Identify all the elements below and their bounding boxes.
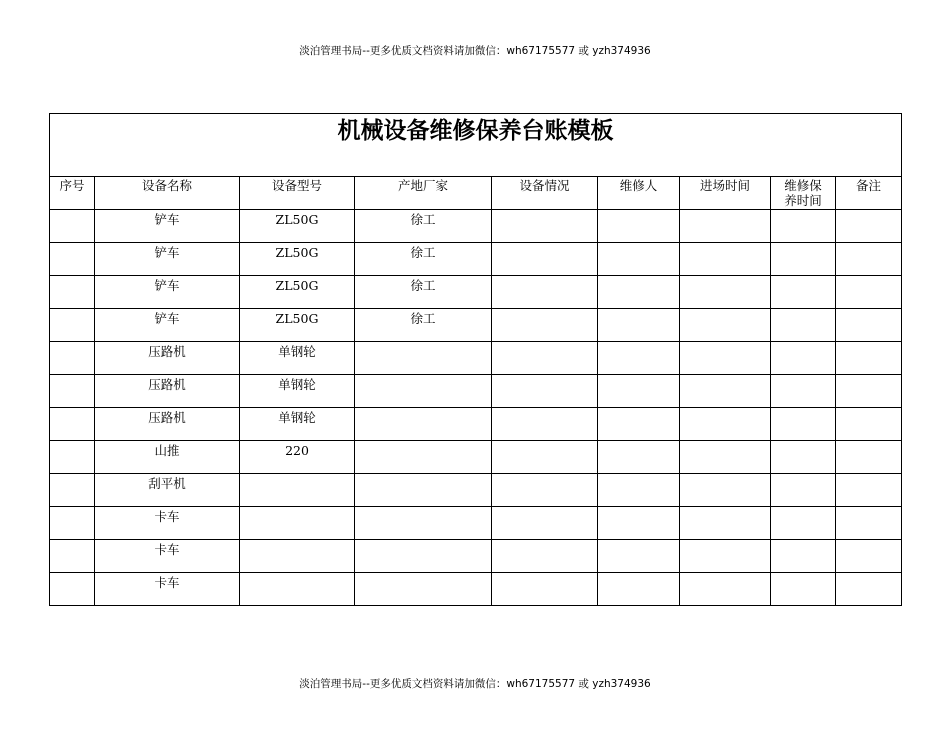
serial-cell bbox=[50, 540, 95, 573]
table-body bbox=[50, 210, 902, 606]
manufacturer-cell bbox=[355, 342, 492, 375]
column-header-maintenance-time bbox=[771, 177, 836, 210]
equipment-name-cell: 卡车 bbox=[95, 540, 240, 573]
serial-cell bbox=[50, 474, 95, 507]
entry-time-cell bbox=[680, 276, 771, 309]
condition-cell bbox=[492, 441, 598, 474]
equipment-name-cell: 刮平机 bbox=[95, 474, 240, 507]
manufacturer-cell bbox=[355, 408, 492, 441]
maintenance-time-cell bbox=[771, 342, 836, 375]
condition-cell bbox=[492, 309, 598, 342]
remark-cell bbox=[836, 573, 902, 606]
equipment-name-cell: 卡车 bbox=[95, 507, 240, 540]
manufacturer-cell: 徐工 bbox=[355, 309, 492, 342]
manufacturer-cell bbox=[355, 573, 492, 606]
repairer-cell bbox=[598, 243, 680, 276]
equipment-model-cell: ZL50G bbox=[240, 276, 355, 309]
equipment-model-cell: 单钢轮 bbox=[240, 375, 355, 408]
serial-cell bbox=[50, 276, 95, 309]
table-row bbox=[50, 441, 902, 474]
remark-cell bbox=[836, 342, 902, 375]
manufacturer-cell bbox=[355, 375, 492, 408]
remark-cell bbox=[836, 243, 902, 276]
maintenance-header-line-2: 养时间 bbox=[784, 193, 822, 208]
maintenance-time-cell bbox=[771, 507, 836, 540]
entry-time-cell bbox=[680, 474, 771, 507]
table-row bbox=[50, 210, 902, 243]
repairer-cell bbox=[598, 276, 680, 309]
repairer-cell bbox=[598, 309, 680, 342]
maintenance-time-cell bbox=[771, 309, 836, 342]
table-header-row bbox=[50, 177, 902, 210]
condition-cell bbox=[492, 507, 598, 540]
equipment-model-cell bbox=[240, 540, 355, 573]
condition-cell bbox=[492, 210, 598, 243]
equipment-model-cell bbox=[240, 474, 355, 507]
remark-cell bbox=[836, 474, 902, 507]
maintenance-time-cell bbox=[771, 243, 836, 276]
manufacturer-cell bbox=[355, 540, 492, 573]
maintenance-time-cell bbox=[771, 474, 836, 507]
equipment-name-cell: 压路机 bbox=[95, 408, 240, 441]
table-row bbox=[50, 276, 902, 309]
repairer-cell bbox=[598, 573, 680, 606]
remark-cell bbox=[836, 507, 902, 540]
equipment-model-cell: ZL50G bbox=[240, 243, 355, 276]
condition-cell bbox=[492, 408, 598, 441]
remark-cell bbox=[836, 375, 902, 408]
maintenance-time-cell bbox=[771, 375, 836, 408]
manufacturer-cell bbox=[355, 474, 492, 507]
serial-cell bbox=[50, 573, 95, 606]
serial-cell bbox=[50, 210, 95, 243]
manufacturer-cell bbox=[355, 507, 492, 540]
table-row bbox=[50, 243, 902, 276]
repairer-cell bbox=[598, 474, 680, 507]
column-header-manufacturer: 产地厂家 bbox=[355, 177, 492, 210]
equipment-ledger-table bbox=[49, 113, 902, 606]
equipment-model-cell: 单钢轮 bbox=[240, 408, 355, 441]
serial-cell bbox=[50, 243, 95, 276]
condition-cell bbox=[492, 342, 598, 375]
equipment-name-cell: 铲车 bbox=[95, 243, 240, 276]
maintenance-time-cell bbox=[771, 210, 836, 243]
repairer-cell bbox=[598, 210, 680, 243]
serial-cell bbox=[50, 441, 95, 474]
remark-cell bbox=[836, 210, 902, 243]
repairer-cell bbox=[598, 375, 680, 408]
entry-time-cell bbox=[680, 573, 771, 606]
condition-cell bbox=[492, 474, 598, 507]
condition-cell bbox=[492, 243, 598, 276]
column-header-equipment-model: 设备型号 bbox=[240, 177, 355, 210]
maintenance-time-cell bbox=[771, 540, 836, 573]
table-row bbox=[50, 408, 902, 441]
equipment-name-cell: 压路机 bbox=[95, 342, 240, 375]
column-header-remark: 备注 bbox=[836, 177, 902, 210]
manufacturer-cell bbox=[355, 441, 492, 474]
equipment-name-cell: 卡车 bbox=[95, 573, 240, 606]
equipment-model-cell: ZL50G bbox=[240, 210, 355, 243]
table-row bbox=[50, 309, 902, 342]
condition-cell bbox=[492, 540, 598, 573]
equipment-model-cell: 单钢轮 bbox=[240, 342, 355, 375]
remark-cell bbox=[836, 408, 902, 441]
entry-time-cell bbox=[680, 375, 771, 408]
column-header-serial: 序号 bbox=[50, 177, 95, 210]
table-row bbox=[50, 540, 902, 573]
page-header-note: 淡泊管理书局--更多优质文档资料请加微信：wh67175577 或 yzh374936 bbox=[299, 45, 651, 57]
table-row bbox=[50, 573, 902, 606]
serial-cell bbox=[50, 342, 95, 375]
serial-cell bbox=[50, 507, 95, 540]
remark-cell bbox=[836, 276, 902, 309]
remark-cell bbox=[836, 540, 902, 573]
entry-time-cell bbox=[680, 342, 771, 375]
condition-cell bbox=[492, 573, 598, 606]
equipment-model-cell bbox=[240, 507, 355, 540]
column-header-equipment-name: 设备名称 bbox=[95, 177, 240, 210]
table-row bbox=[50, 474, 902, 507]
column-header-equipment-condition: 设备情况 bbox=[492, 177, 598, 210]
entry-time-cell bbox=[680, 210, 771, 243]
equipment-name-cell: 压路机 bbox=[95, 375, 240, 408]
manufacturer-cell: 徐工 bbox=[355, 276, 492, 309]
serial-cell bbox=[50, 375, 95, 408]
repairer-cell bbox=[598, 408, 680, 441]
remark-cell bbox=[836, 309, 902, 342]
maintenance-header-line-1: 维修保 bbox=[784, 178, 822, 193]
manufacturer-cell: 徐工 bbox=[355, 243, 492, 276]
column-header-entry-time: 进场时间 bbox=[680, 177, 771, 210]
equipment-model-cell: ZL50G bbox=[240, 309, 355, 342]
equipment-model-cell bbox=[240, 573, 355, 606]
entry-time-cell bbox=[680, 243, 771, 276]
table-row bbox=[50, 375, 902, 408]
manufacturer-cell: 徐工 bbox=[355, 210, 492, 243]
table-title: 机械设备维修保养台账模板 bbox=[50, 114, 902, 177]
entry-time-cell bbox=[680, 540, 771, 573]
repairer-cell bbox=[598, 342, 680, 375]
equipment-name-cell: 铲车 bbox=[95, 276, 240, 309]
maintenance-time-cell bbox=[771, 441, 836, 474]
equipment-name-cell: 山推 bbox=[95, 441, 240, 474]
page-footer-note: 淡泊管理书局--更多优质文档资料请加微信：wh67175577 或 yzh374936 bbox=[299, 678, 651, 690]
entry-time-cell bbox=[680, 309, 771, 342]
entry-time-cell bbox=[680, 441, 771, 474]
table-row bbox=[50, 507, 902, 540]
entry-time-cell bbox=[680, 507, 771, 540]
condition-cell bbox=[492, 375, 598, 408]
repairer-cell bbox=[598, 540, 680, 573]
equipment-model-cell: 220 bbox=[240, 441, 355, 474]
table-row bbox=[50, 342, 902, 375]
column-header-repairer: 维修人 bbox=[598, 177, 680, 210]
equipment-name-cell: 铲车 bbox=[95, 210, 240, 243]
equipment-name-cell: 铲车 bbox=[95, 309, 240, 342]
repairer-cell bbox=[598, 441, 680, 474]
condition-cell bbox=[492, 276, 598, 309]
entry-time-cell bbox=[680, 408, 771, 441]
repairer-cell bbox=[598, 507, 680, 540]
serial-cell bbox=[50, 309, 95, 342]
remark-cell bbox=[836, 441, 902, 474]
serial-cell bbox=[50, 408, 95, 441]
maintenance-time-cell bbox=[771, 276, 836, 309]
maintenance-time-cell bbox=[771, 573, 836, 606]
maintenance-time-cell bbox=[771, 408, 836, 441]
